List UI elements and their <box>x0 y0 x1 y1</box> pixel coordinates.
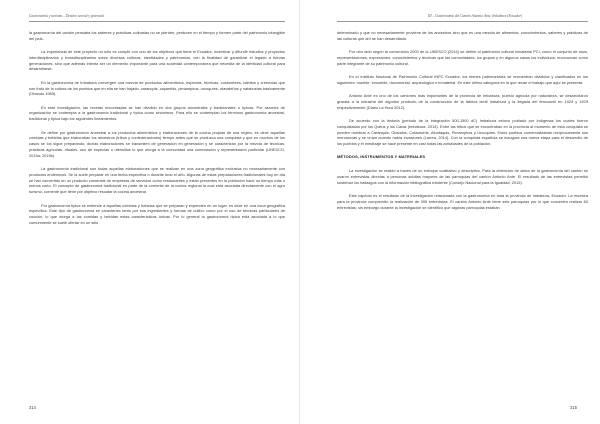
right-page-number: 315 <box>570 405 577 410</box>
left-paragraph-7: Por gastronomía típica se entiende a aquellas comidas y bebidas que se preparan y expenden en un lugar, es decir en una zona geográfica específica. Este tipo de gastronomía se caracteriza tanto por sus ingredientes y formas de cultivo como por el uso de técnicas particulares de cocción, lo que otorga a las comidas y bebidas estas características únicas. Por lo general la gastronomía típica está asociada a lo que comúnmente se suele ofertar en un sitio <box>29 202 285 225</box>
left-paragraph-5: Se define por gastronomía ancestral a los productos alimenticios y elaboraciones de la cocina propias de una región, es decir aquellas comidas y bebidas que elaboraban los ancestros (tribus y confederaciones) tiempo antes que se produzca una conquista y que en muchos de los casos se los sigue preparando, dichas elaboraciones se transmiten de generación en generación y se caracterizan por la mezcla de técnicas, prácticas agrícolas, rituales, uso de especias o utensilios lo que otorga a la comunidad una connotación y representación particular (UNESCO, 2015a; 2015b). <box>29 129 285 158</box>
right-running-head: III – Gastronomía del Cantón Antonio Ante, Imbabura (Ecuador) <box>428 14 523 18</box>
left-body-text <box>29 30 285 233</box>
right-paragraph-6: La investigación se realizó a través de un enfoque cualitativo y descriptivo. Para la obtención de datos de la gastronomía del cantón se usaron entrevistas directas a personas adultas mayores de las parroquias del cantón Antonio Ante. El resultado de las entrevistas permitió sustentar los hallazgos con la información bibliográfica existente (Consejo Nacional para la Igualdad, 2015). <box>337 168 588 185</box>
section-heading: MÉTODOS, INSTRUMENTOS Y MATERIALES <box>337 154 426 160</box>
right-paragraph-5: De acuerdo con la historia (periodo de la integración 500-1500 dC) Imbabura estuvo poblado por indígenas los cuales fueron conquistados por los Quitus y los Caras (Imbabura, 2014). Entre las tribus que se encontraban en la provincia al momento de esta conquista se pueden nombrar a Caranquis, Otavalos, Cotacachis, Atuntaquis, Pimampiros y Urcuquíes. Estos pueblos comercializaban recíprocamente sus mercancías y se unían cuando había invasiones (Larrea, 2014). Con la conquista española se inaugura una nueva etapa para el desarrollo de los pueblos y el mestizaje se hace presente en casi todas las actividades de la población. <box>337 117 588 147</box>
left-paragraph-1: la gastronomía del cantón pensaba los saberes y prácticas culinarias no se pierden, perduren en el tiempo y formen parte del patrimonio intangible del país. <box>29 30 285 41</box>
left-paragraph-6: La gastronomía tradicional son todas aquellas elaboraciones que se realizan en una zona geográfica exclusiva no necesariamente con productos endémicos. Se la suele preparar en una fecha específica o durante todo el año. Algunas de estas preparaciones tradicionales hoy en día se han convertido en un producto comercial de empresas de servicios como restaurantes y están presentes en la población hace un tiempo más o menos corto. El concepto de gastronomía tradicional en parte de la corriente de la cocina regional la cual está asociada directamente con el agro turismo, corriente que tiene por objetivo rescatar la cocina ancestral. <box>29 166 285 195</box>
right-page <box>300 0 600 424</box>
right-paragraph-7: Este capítulo es el resultado de la investigación relacionada con la gastronomía en toda la provincia de Imbabura, Ecuador. La muestra para la provincia comprendió la realización de 395 entrevistas. El cantón Antonio Ante tiene seis parroquias por lo que concentra realizar 60 entrevistas; sin embargo durante la investigación se identificó que algunas parroquias estaban <box>337 193 588 210</box>
right-paragraph-3: En el Instituto Nacional de Patrimonio Cultural INPC Ecuador, los bienes patrimoniales se encuentran divididos y clasificados en los siguientes: mueble, inmueble, documental, arqueológico e inmaterial. En este último categoría en la que recae el trabajo que aquí se presenta. <box>337 73 588 85</box>
right-body-text <box>337 30 588 218</box>
right-paragraph-4: Antonio Ante es uno de los cantones más importantes de la provincia de Imbabura, pueblo agrícola por naturaleza, se desarrollaron gracias a la industria del algodón producto de la construcción de la fábrica textil Imbabura y la llegada del ferrocarril en 1924 y 1929 respectivamente (Diario La Hora 2012). <box>337 93 588 110</box>
left-paragraph-4: En este investigación, las recetas encontradas se han dividido en dos grupos ancestrales y tradicionales o típicas. Por razones de organización se contempla a la gastronomía tradicional y típica como sinónimos. Para ello se contemplan los términos gastronomía ancestral, tradicional y típica bajo los siguientes lineamientos. <box>29 104 285 122</box>
left-page-number: 314 <box>29 405 36 410</box>
left-paragraph-2: La importancia de este proyecto no sólo es cumplir con uno de los objetivos que tiene el Ecuador, incentivar y difundir estudios y proyectos interdisciplinarios y transdisciplinarios sobre diversas culturas, identidades y patrimonios, con la finalidad de garantizar el legado a futuras generaciones; sino que además intenta ser un elemento importante para una sociedad contemporánea que necesita de la identidad cultural para desarrollarse. <box>29 49 285 72</box>
left-paragraph-3: En la gastronomía de Imbabura convergen una mezcla de productos alimenticios, especias, técnicas, costumbres, hábitos y creencias que son fruto de la cultura de los pueblos que en ella se han forjado: caranquis, cayambis, pimampiros, urcuquíes, otavaleños y natabuelas básicamente (Obando 1985). <box>29 79 285 97</box>
right-header-rule <box>337 21 588 22</box>
left-running-head: Gastronomía y turismo – Destino teorial y potencial <box>29 14 105 18</box>
right-paragraph-2: Por otro lado según la convención 2003 de la UNESCO (2014) se define al patrimonio cultural inmaterial PCI, como el conjunto de usos, representaciones, expresiones, conocimientos y técnicas que las comunidades, los grupos y en algunos casos los individuos, reconozcan como parte integrante de su patrimonio cultural. <box>337 49 588 66</box>
right-paragraph-1: determinado y que no necesariamente proviene de los ancestros sino que es una mezcla de alimentos, conocimientos, saberes y prácticas de las culturas que ahí se han desarrollado. <box>337 30 588 41</box>
left-header-rule <box>29 21 285 22</box>
